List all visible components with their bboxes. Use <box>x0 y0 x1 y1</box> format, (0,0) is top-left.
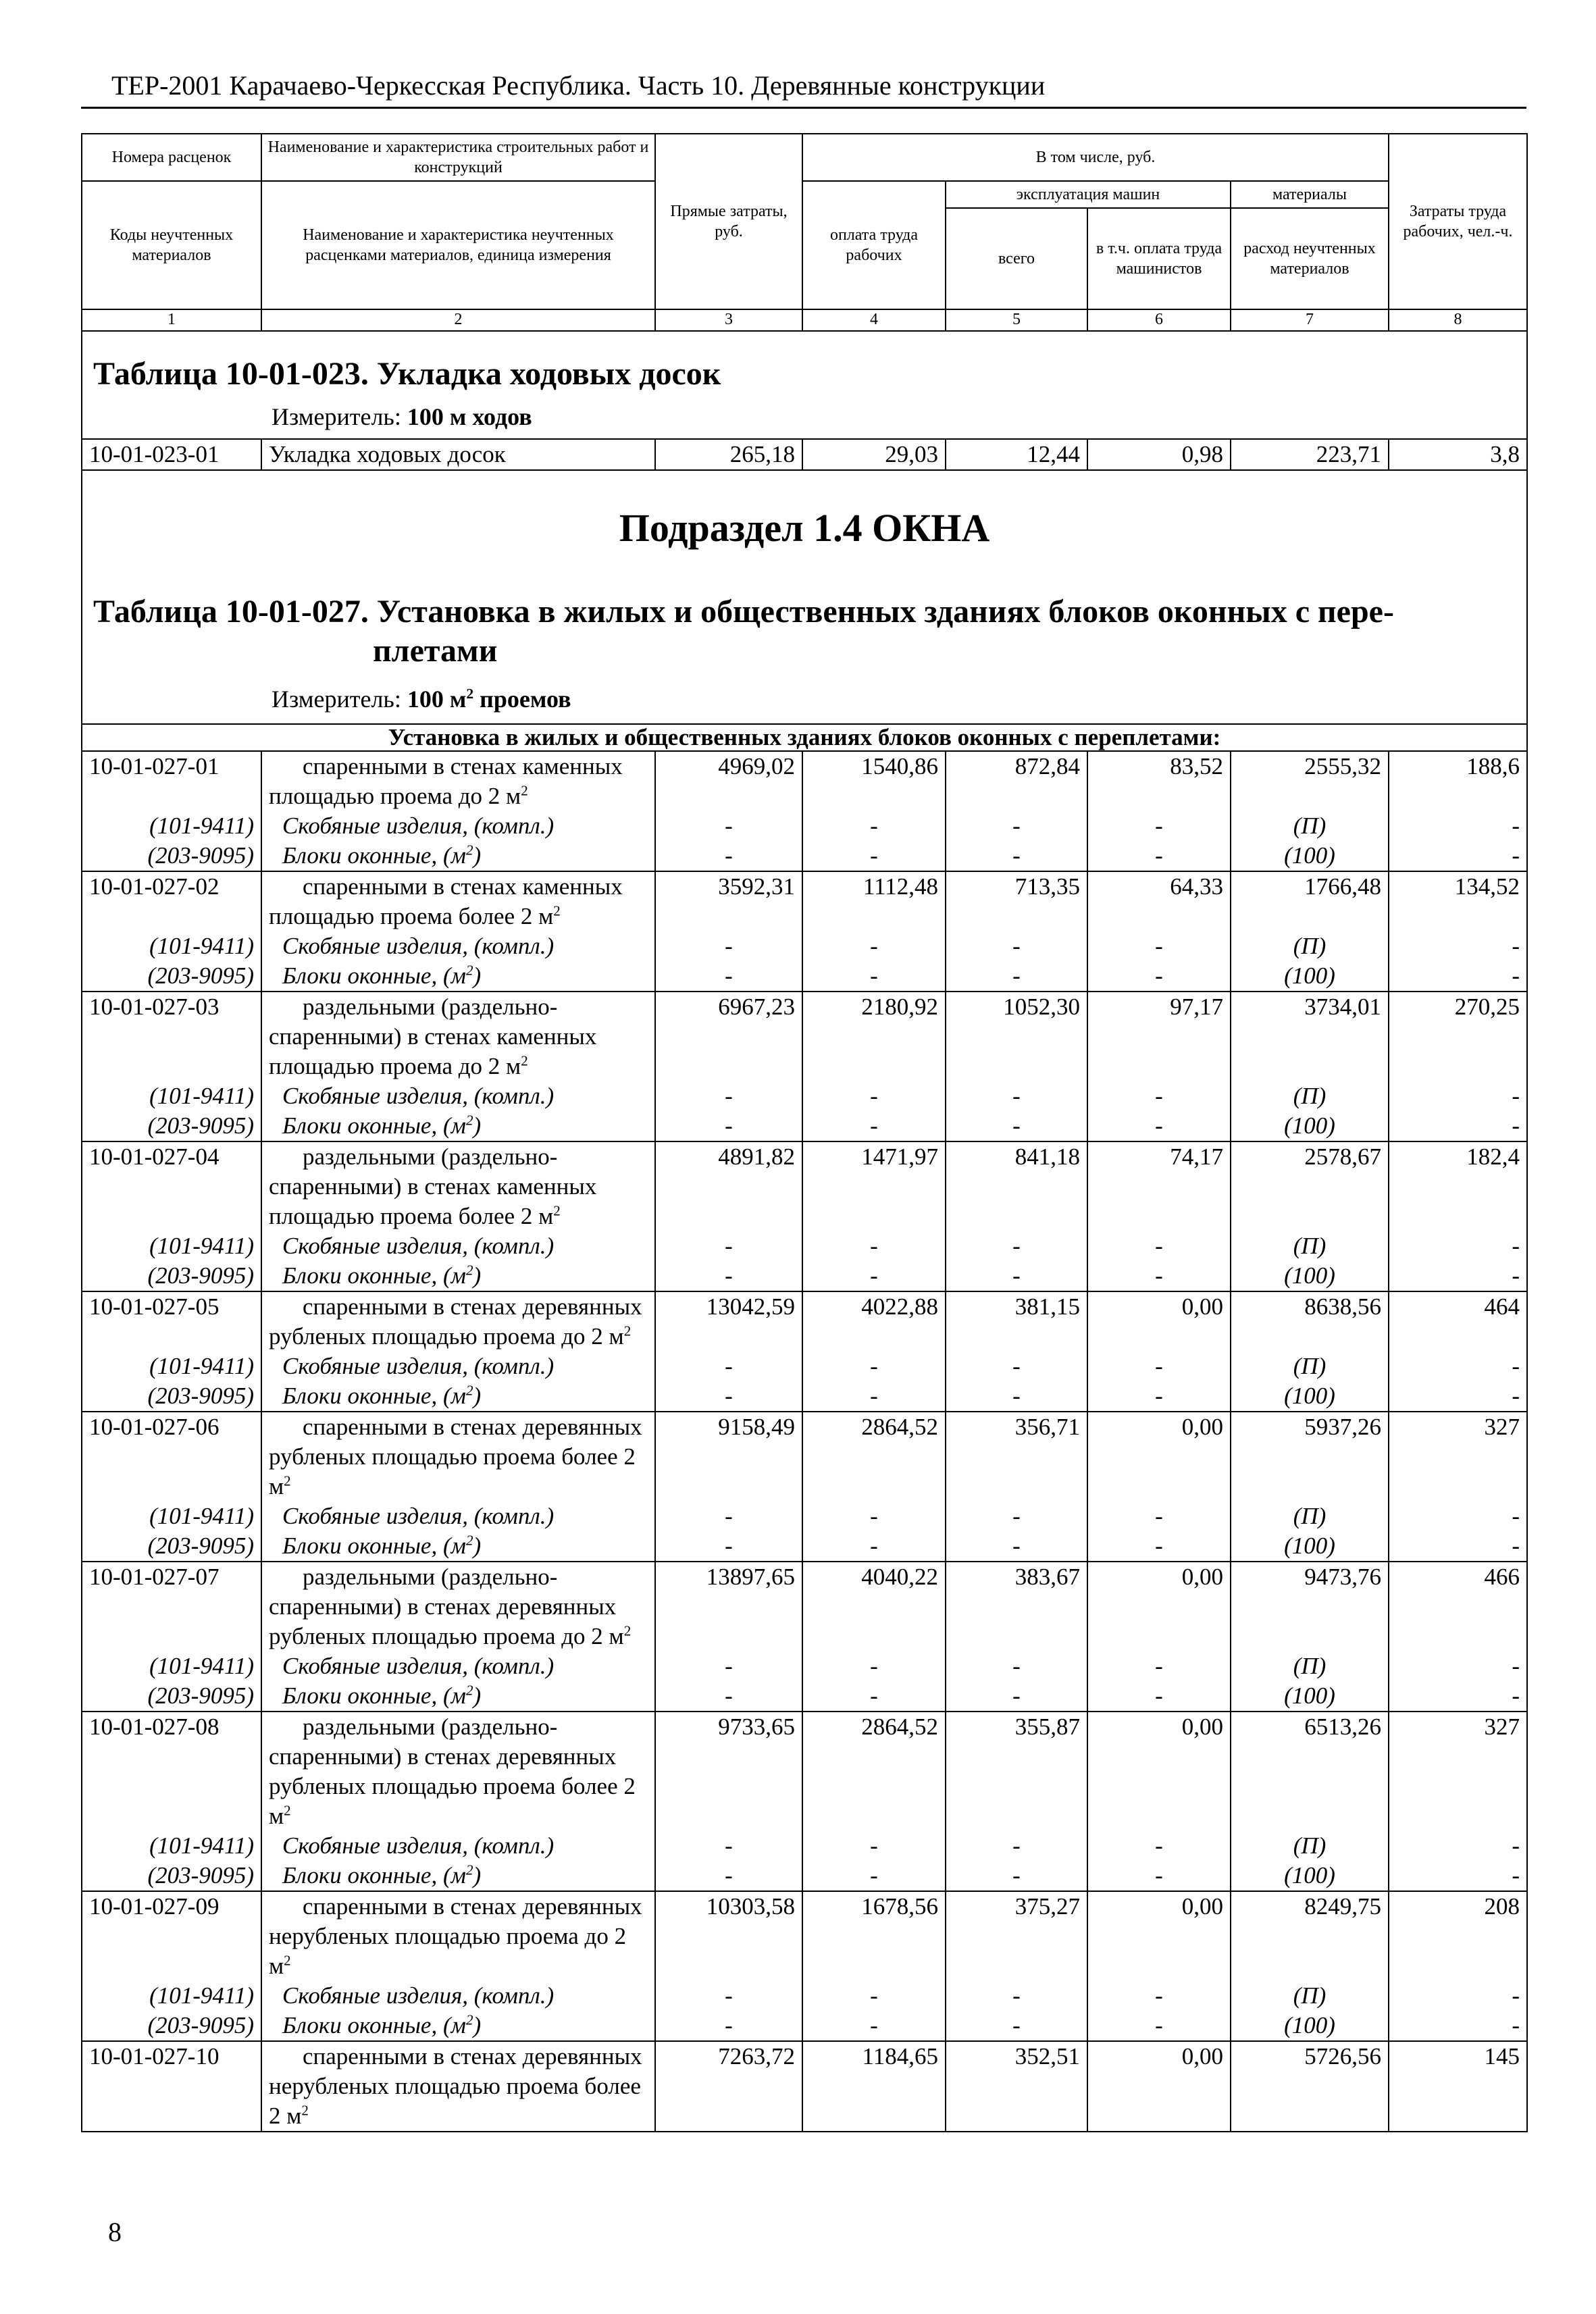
dash-cell: - <box>655 961 802 992</box>
material-qty: (П) <box>1231 931 1389 961</box>
table-027-measure: Измеритель: 100 $м^2$ проемов <box>272 686 571 713</box>
table-row <box>82 992 1527 1081</box>
rate-code: 10-01-023-01 <box>82 439 261 470</box>
rate-name: раздельными (раздельно-спаренными) в стенах деревянных рубленых площадью проема более 2 $м^2$ <box>261 1712 655 1831</box>
value-cell: 270,25 <box>1389 992 1527 1081</box>
material-code: (101-9411) <box>82 931 261 961</box>
material-qty: (П) <box>1231 1831 1389 1861</box>
value-cell: 9733,65 <box>655 1712 802 1831</box>
material-row <box>82 811 1527 841</box>
rate-code: 10-01-027-04 <box>82 1141 261 1231</box>
value-cell: 9473,76 <box>1231 1562 1389 1651</box>
table-row <box>82 2041 1527 2132</box>
rate-name: спаренными в стенах каменных площадью проема более 2 $м^2$ <box>261 871 655 931</box>
value-cell: 4891,82 <box>655 1141 802 1231</box>
dash-cell: - <box>802 931 946 961</box>
value-cell: 0,00 <box>1087 1891 1231 1981</box>
value-cell: 872,84 <box>946 751 1087 811</box>
value-cell: 0,00 <box>1087 1412 1231 1501</box>
value-cell: 327 <box>1389 1412 1527 1501</box>
dash-cell: - <box>802 1081 946 1111</box>
material-qty: (П) <box>1231 1352 1389 1381</box>
table-row <box>82 1141 1527 1231</box>
value-cell: 3734,01 <box>1231 992 1389 1081</box>
head-col4: оплата труда рабочих <box>802 181 946 309</box>
dash-cell: - <box>655 841 802 871</box>
header-rule <box>81 107 1526 109</box>
material-code: (203-9095) <box>82 1861 261 1891</box>
table-row <box>82 1891 1527 1981</box>
value-cell: 145 <box>1389 2041 1527 2132</box>
material-qty: (П) <box>1231 1501 1389 1531</box>
dash-cell: - <box>946 1081 1087 1111</box>
value-cell: 464 <box>1389 1291 1527 1352</box>
dash-cell: - <box>655 1231 802 1261</box>
dash-cell: - <box>802 1261 946 1291</box>
value-cell: 3592,31 <box>655 871 802 931</box>
value-cell: 713,35 <box>946 871 1087 931</box>
dash-cell: - <box>655 2011 802 2041</box>
rate-name: раздельными (раздельно-спаренными) в стенах каменных площадью проема более 2 $м^2$ <box>261 1141 655 1231</box>
value-cell: 1112,48 <box>802 871 946 931</box>
dash-cell: - <box>1389 1501 1527 1531</box>
table-row <box>82 1712 1527 1831</box>
table-027-title-cont: плетами <box>373 633 498 669</box>
value-cell: 0,00 <box>1087 1291 1231 1352</box>
material-name: Скобяные изделия, (компл.) <box>261 1352 655 1381</box>
material-row <box>82 1681 1527 1712</box>
value-cell: 6513,26 <box>1231 1712 1389 1831</box>
dash-cell: - <box>946 2011 1087 2041</box>
rate-name: раздельными (раздельно-спаренными) в стенах каменных площадью проема до 2 $м^2$ <box>261 992 655 1081</box>
material-row <box>82 841 1527 871</box>
dash-cell: - <box>1389 1651 1527 1681</box>
material-name: Скобяные изделия, (компл.) <box>261 1831 655 1861</box>
table-023-heading <box>82 331 1527 439</box>
material-row <box>82 1861 1527 1891</box>
rate-name: Укладка ходовых досок <box>261 439 655 470</box>
material-code: (101-9411) <box>82 1651 261 1681</box>
page-number: 8 <box>108 2217 122 2247</box>
dash-cell: - <box>1389 1081 1527 1111</box>
material-name: Скобяные изделия, (компл.) <box>261 1651 655 1681</box>
head-col7: расход неучтенных материалов <box>1231 208 1389 309</box>
value-cell: 1766,48 <box>1231 871 1389 931</box>
dash-cell: - <box>1389 841 1527 871</box>
table-023-title: Таблица 10-01-023. Укладка ходовых досок <box>93 356 721 392</box>
material-code: (203-9095) <box>82 1111 261 1141</box>
dash-cell: - <box>802 1981 946 2011</box>
dash-cell: - <box>946 1261 1087 1291</box>
material-row <box>82 1381 1527 1412</box>
dash-cell: - <box>946 1111 1087 1141</box>
head-incl: В том числе, руб. <box>802 134 1389 181</box>
dash-cell: - <box>802 1861 946 1891</box>
value-cell: 1540,86 <box>802 751 946 811</box>
material-qty: (100) <box>1231 1381 1389 1412</box>
material-code: (101-9411) <box>82 1981 261 2011</box>
value-cell: 841,18 <box>946 1141 1087 1231</box>
table-row <box>82 439 1527 470</box>
head-col6: в т.ч. оплата труда машинистов <box>1087 208 1231 309</box>
value-cell: 3,8 <box>1389 439 1527 470</box>
dash-cell: - <box>655 811 802 841</box>
dash-cell: - <box>802 1501 946 1531</box>
head-col5: всего <box>946 208 1087 309</box>
value-cell: 2864,52 <box>802 1412 946 1501</box>
dash-cell: - <box>802 1352 946 1381</box>
material-row <box>82 1651 1527 1681</box>
value-cell: 208 <box>1389 1891 1527 1981</box>
dash-cell: - <box>802 1111 946 1141</box>
value-cell: 375,27 <box>946 1891 1087 1981</box>
material-row <box>82 1501 1527 1531</box>
rate-name: спаренными в стенах деревянных нерубленых площадью проема до 2 $м^2$ <box>261 1891 655 1981</box>
col-number: 8 <box>1389 309 1527 331</box>
value-cell: 0,00 <box>1087 1712 1231 1831</box>
value-cell: 4022,88 <box>802 1291 946 1352</box>
col-number: 4 <box>802 309 946 331</box>
material-name: Блоки оконные, $(м^2)$ <box>261 1861 655 1891</box>
dash-cell: - <box>1389 1681 1527 1712</box>
value-cell: 182,4 <box>1389 1141 1527 1231</box>
rate-code: 10-01-027-02 <box>82 871 261 931</box>
value-cell: 7263,72 <box>655 2041 802 2132</box>
dash-cell: - <box>655 1261 802 1291</box>
material-code: (101-9411) <box>82 811 261 841</box>
material-row <box>82 2011 1527 2041</box>
value-cell: 0,00 <box>1087 1562 1231 1651</box>
dash-cell: - <box>946 1531 1087 1562</box>
value-cell: 5726,56 <box>1231 2041 1389 2132</box>
material-name: Скобяные изделия, (компл.) <box>261 931 655 961</box>
dash-cell: - <box>1087 1651 1231 1681</box>
dash-cell: - <box>946 1381 1087 1412</box>
dash-cell: - <box>1389 1831 1527 1861</box>
dash-cell: - <box>655 1651 802 1681</box>
dash-cell: - <box>1389 811 1527 841</box>
value-cell: 1678,56 <box>802 1891 946 1981</box>
dash-cell: - <box>1087 961 1231 992</box>
value-cell: 74,17 <box>1087 1141 1231 1231</box>
value-cell: 13897,65 <box>655 1562 802 1651</box>
material-name: Блоки оконные, $(м^2)$ <box>261 1111 655 1141</box>
rate-name: спаренными в стенах деревянных рубленых площадью проема до 2 $м^2$ <box>261 1291 655 1352</box>
dash-cell: - <box>1087 1111 1231 1141</box>
dash-cell: - <box>802 1531 946 1562</box>
material-code: (101-9411) <box>82 1831 261 1861</box>
dash-cell: - <box>655 1381 802 1412</box>
material-row <box>82 961 1527 992</box>
rate-code: 10-01-027-07 <box>82 1562 261 1651</box>
table-row <box>82 1412 1527 1501</box>
value-cell: 13042,59 <box>655 1291 802 1352</box>
material-name: Скобяные изделия, (компл.) <box>261 1501 655 1531</box>
col-number: 6 <box>1087 309 1231 331</box>
material-row <box>82 1352 1527 1381</box>
value-cell: 83,52 <box>1087 751 1231 811</box>
dash-cell: - <box>1389 1231 1527 1261</box>
dash-cell: - <box>1087 1531 1231 1562</box>
material-name: Скобяные изделия, (компл.) <box>261 1081 655 1111</box>
material-qty: (П) <box>1231 1981 1389 2011</box>
dash-cell: - <box>655 1531 802 1562</box>
dash-cell: - <box>1389 931 1527 961</box>
dash-cell: - <box>1389 1111 1527 1141</box>
value-cell: 4969,02 <box>655 751 802 811</box>
value-cell: 8249,75 <box>1231 1891 1389 1981</box>
dash-cell: - <box>1087 1261 1231 1291</box>
subsection-title: Подраздел 1.4 ОКНА <box>619 506 990 550</box>
dash-cell: - <box>946 1352 1087 1381</box>
value-cell: 223,71 <box>1231 439 1389 470</box>
rate-name: раздельными (раздельно-спаренными) в стенах деревянных рубленых площадью проема до 2 $м^2$ <box>261 1562 655 1651</box>
material-row <box>82 931 1527 961</box>
dash-cell: - <box>802 1831 946 1861</box>
col-number: 3 <box>655 309 802 331</box>
dash-cell: - <box>1087 811 1231 841</box>
material-name: Блоки оконные, $(м^2)$ <box>261 961 655 992</box>
price-table <box>81 133 1528 2132</box>
material-qty: (100) <box>1231 1261 1389 1291</box>
rate-name: спаренными в стенах деревянных рубленых площадью проема более 2 $м^2$ <box>261 1412 655 1501</box>
material-name: Блоки оконные, $(м^2)$ <box>261 1681 655 1712</box>
dash-cell: - <box>655 1981 802 2011</box>
table-row <box>82 751 1527 811</box>
dash-cell: - <box>1087 1831 1231 1861</box>
value-cell: 12,44 <box>946 439 1087 470</box>
value-cell: 355,87 <box>946 1712 1087 1831</box>
dash-cell: - <box>1389 1861 1527 1891</box>
dash-cell: - <box>1389 1381 1527 1412</box>
dash-cell: - <box>946 1501 1087 1531</box>
material-row <box>82 1081 1527 1111</box>
rate-name: спаренными в стенах деревянных нерубленых площадью проема более 2 $м^2$ <box>261 2041 655 2132</box>
dash-cell: - <box>946 841 1087 871</box>
material-qty: (П) <box>1231 811 1389 841</box>
value-cell: 265,18 <box>655 439 802 470</box>
dash-cell: - <box>1389 2011 1527 2041</box>
dash-cell: - <box>946 1651 1087 1681</box>
dash-cell: - <box>1087 841 1231 871</box>
value-cell: 0,98 <box>1087 439 1231 470</box>
material-name: Блоки оконные, $(м^2)$ <box>261 841 655 871</box>
head-col2-top: Наименование и характеристика строительных работ и конструкций <box>261 134 655 181</box>
table-row <box>82 871 1527 931</box>
material-code: (203-9095) <box>82 961 261 992</box>
material-qty: (П) <box>1231 1651 1389 1681</box>
dash-cell: - <box>802 2011 946 2041</box>
material-row <box>82 1231 1527 1261</box>
material-row <box>82 1981 1527 2011</box>
dash-cell: - <box>1087 1381 1231 1412</box>
head-col1-top: Номера расценок <box>82 134 261 181</box>
dash-cell: - <box>655 1111 802 1141</box>
rate-code: 10-01-027-10 <box>82 2041 261 2132</box>
material-qty: (100) <box>1231 841 1389 871</box>
rate-code: 10-01-027-03 <box>82 992 261 1081</box>
col-number: 2 <box>261 309 655 331</box>
dash-cell: - <box>946 1861 1087 1891</box>
material-code: (101-9411) <box>82 1352 261 1381</box>
dash-cell: - <box>802 1681 946 1712</box>
dash-cell: - <box>1389 1261 1527 1291</box>
dash-cell: - <box>655 1501 802 1531</box>
dash-cell: - <box>1087 1981 1231 2011</box>
value-cell: 327 <box>1389 1712 1527 1831</box>
value-cell: 5937,26 <box>1231 1412 1389 1501</box>
value-cell: 8638,56 <box>1231 1291 1389 1352</box>
material-qty: (100) <box>1231 1531 1389 1562</box>
rate-code: 10-01-027-06 <box>82 1412 261 1501</box>
rate-code: 10-01-027-05 <box>82 1291 261 1352</box>
material-qty: (П) <box>1231 1231 1389 1261</box>
col-number: 7 <box>1231 309 1389 331</box>
dash-cell: - <box>802 841 946 871</box>
material-qty: (П) <box>1231 1081 1389 1111</box>
value-cell: 1184,65 <box>802 2041 946 2132</box>
dash-cell: - <box>946 1831 1087 1861</box>
material-qty: (100) <box>1231 1681 1389 1712</box>
value-cell: 64,33 <box>1087 871 1231 931</box>
material-row <box>82 1531 1527 1562</box>
dash-cell: - <box>802 1231 946 1261</box>
dash-cell: - <box>1087 1861 1231 1891</box>
material-code: (203-9095) <box>82 2011 261 2041</box>
table-row <box>82 1562 1527 1651</box>
value-cell: 10303,58 <box>655 1891 802 1981</box>
rate-code: 10-01-027-01 <box>82 751 261 811</box>
dash-cell: - <box>802 961 946 992</box>
dash-cell: - <box>946 961 1087 992</box>
material-qty: (100) <box>1231 2011 1389 2041</box>
table-row <box>82 1291 1527 1352</box>
rate-name: спаренными в стенах каменных площадью проема до 2 $м^2$ <box>261 751 655 811</box>
material-row <box>82 1261 1527 1291</box>
value-cell: 9158,49 <box>655 1412 802 1501</box>
material-name: Блоки оконные, $(м^2)$ <box>261 1531 655 1562</box>
material-row <box>82 1111 1527 1141</box>
value-cell: 188,6 <box>1389 751 1527 811</box>
value-cell: 2555,32 <box>1231 751 1389 811</box>
value-cell: 4040,22 <box>802 1562 946 1651</box>
material-qty: (100) <box>1231 961 1389 992</box>
material-name: Блоки оконные, $(м^2)$ <box>261 2011 655 2041</box>
value-cell: 2864,52 <box>802 1712 946 1831</box>
group-title: Установка в жилых и общественных зданиях блоков оконных с переплетами: <box>82 724 1527 751</box>
dash-cell: - <box>1389 1531 1527 1562</box>
material-code: (203-9095) <box>82 1531 261 1562</box>
table-027-heading <box>82 470 1527 724</box>
material-code: (203-9095) <box>82 1681 261 1712</box>
rate-code: 10-01-027-08 <box>82 1712 261 1831</box>
dash-cell: - <box>1087 1352 1231 1381</box>
head-mach: эксплуатация машин <box>946 181 1231 208</box>
head-col8: Затраты труда рабочих, чел.-ч. <box>1389 134 1527 309</box>
material-code: (203-9095) <box>82 1381 261 1412</box>
material-name: Скобяные изделия, (компл.) <box>261 811 655 841</box>
dash-cell: - <box>946 811 1087 841</box>
dash-cell: - <box>655 1081 802 1111</box>
dash-cell: - <box>1087 931 1231 961</box>
dash-cell: - <box>1087 2011 1231 2041</box>
dash-cell: - <box>655 1352 802 1381</box>
col-number: 5 <box>946 309 1087 331</box>
value-cell: 1052,30 <box>946 992 1087 1081</box>
dash-cell: - <box>1087 1081 1231 1111</box>
value-cell: 6967,23 <box>655 992 802 1081</box>
material-qty: (100) <box>1231 1111 1389 1141</box>
dash-cell: - <box>655 931 802 961</box>
dash-cell: - <box>1087 1231 1231 1261</box>
dash-cell: - <box>655 1681 802 1712</box>
material-code: (203-9095) <box>82 1261 261 1291</box>
value-cell: 2180,92 <box>802 992 946 1081</box>
dash-cell: - <box>1087 1681 1231 1712</box>
dash-cell: - <box>655 1861 802 1891</box>
value-cell: 97,17 <box>1087 992 1231 1081</box>
material-row <box>82 1831 1527 1861</box>
value-cell: 29,03 <box>802 439 946 470</box>
dash-cell: - <box>1389 1981 1527 2011</box>
dash-cell: - <box>655 1831 802 1861</box>
dash-cell: - <box>802 1381 946 1412</box>
col-number: 1 <box>82 309 261 331</box>
head-col1-bottom: Коды неучтенных материалов <box>82 181 261 309</box>
material-code: (101-9411) <box>82 1501 261 1531</box>
value-cell: 356,71 <box>946 1412 1087 1501</box>
value-cell: 0,00 <box>1087 2041 1231 2132</box>
material-name: Скобяные изделия, (компл.) <box>261 1981 655 2011</box>
value-cell: 1471,97 <box>802 1141 946 1231</box>
value-cell: 466 <box>1389 1562 1527 1651</box>
material-name: Блоки оконные, $(м^2)$ <box>261 1381 655 1412</box>
dash-cell: - <box>1389 961 1527 992</box>
head-col2-bottom: Наименование и характеристика неучтенных расценками материалов, единица измерения <box>261 181 655 309</box>
material-code: (203-9095) <box>82 841 261 871</box>
material-code: (101-9411) <box>82 1231 261 1261</box>
dash-cell: - <box>946 931 1087 961</box>
table-023-measure: Измеритель: 100 м ходов <box>272 403 532 430</box>
value-cell: 381,15 <box>946 1291 1087 1352</box>
value-cell: 352,51 <box>946 2041 1087 2132</box>
material-code: (101-9411) <box>82 1081 261 1111</box>
material-qty: (100) <box>1231 1861 1389 1891</box>
value-cell: 134,52 <box>1389 871 1527 931</box>
dash-cell: - <box>946 1981 1087 2011</box>
table-027-title: Таблица 10-01-027. Установка в жилых и общественных зданиях блоков оконных с пере- <box>93 594 1394 629</box>
material-name: Блоки оконные, $(м^2)$ <box>261 1261 655 1291</box>
dash-cell: - <box>946 1231 1087 1261</box>
dash-cell: - <box>1389 1352 1527 1381</box>
dash-cell: - <box>946 1681 1087 1712</box>
value-cell: 383,67 <box>946 1562 1087 1651</box>
head-mat: материалы <box>1231 181 1389 208</box>
material-name: Скобяные изделия, (компл.) <box>261 1231 655 1261</box>
value-cell: 2578,67 <box>1231 1141 1389 1231</box>
dash-cell: - <box>802 1651 946 1681</box>
page-header-title: ТЕР-2001 Карачаево-Черкесская Республика. Часть 10. Деревянные конструкции <box>111 70 1046 101</box>
head-col3: Прямые затраты, руб. <box>655 134 802 309</box>
dash-cell: - <box>1087 1501 1231 1531</box>
rate-code: 10-01-027-09 <box>82 1891 261 1981</box>
dash-cell: - <box>802 811 946 841</box>
